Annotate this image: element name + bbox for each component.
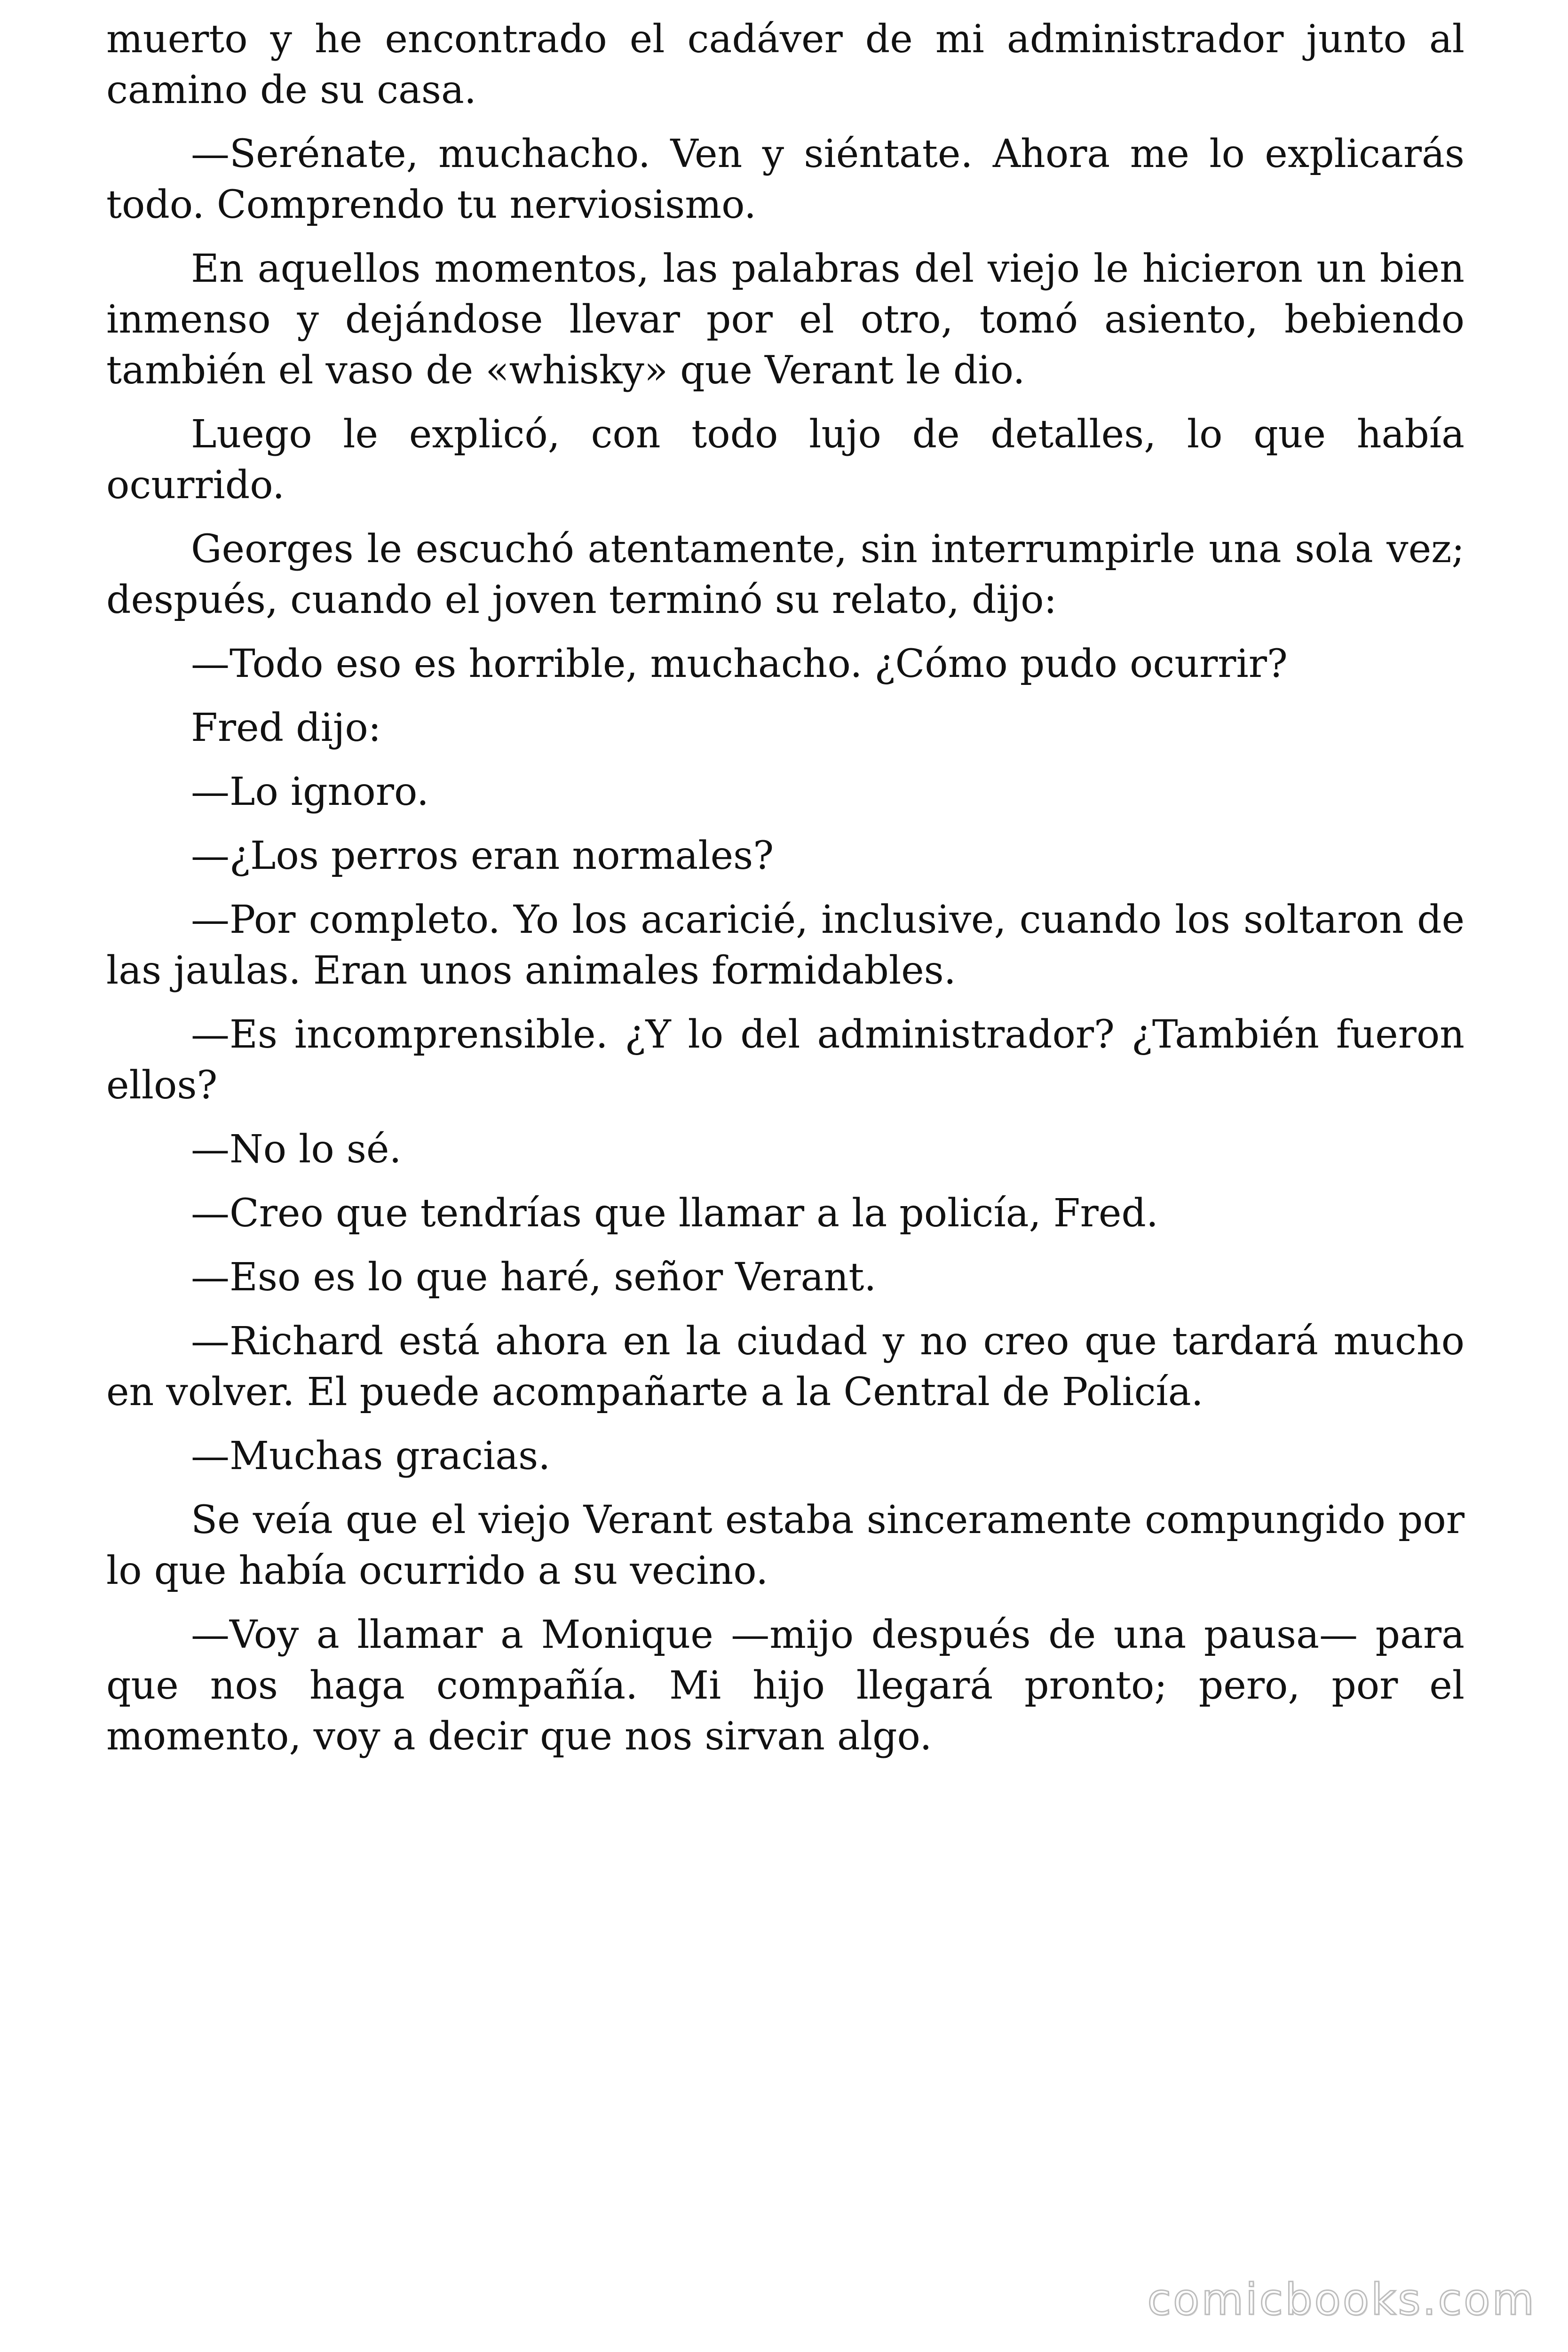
- paragraph: —Creo que tendrías que llamar a la policía, Fred.: [191, 1191, 1158, 1236]
- paragraph: muerto y he encontrado el cadáver de mi administrador junto al camino de su casa.: [106, 17, 1465, 112]
- paragraph: —Voy a llamar a Monique —mijo después de una pausa— para que nos haga compañía. Mi hijo llegará pronto; pero, por el momento, voy a decir que nos sirvan algo.: [106, 1613, 1465, 1759]
- page-text: [106, 14, 1465, 1775]
- watermark: comicbooks.com: [1147, 2274, 1536, 2325]
- paragraph: —Todo eso es horrible, muchacho. ¿Cómo pudo ocurrir?: [191, 642, 1288, 686]
- paragraph: En aquellos momentos, las palabras del viejo le hicieron un bien inmenso y dejándose llevar por el otro, tomó asiento, bebiendo también el vaso de «whisky» que Verant le dio.: [106, 246, 1465, 393]
- paragraph: —No lo sé.: [191, 1127, 402, 1172]
- paragraph: Se veía que el viejo Verant estaba sinceramente compungido por lo que había ocurrido a su vecino.: [106, 1498, 1465, 1593]
- paragraph: —Es incomprensible. ¿Y lo del administrador? ¿También fueron ellos?: [106, 1012, 1465, 1108]
- paragraph: —¿Los perros eran normales?: [191, 834, 774, 878]
- paragraph: —Eso es lo que haré, señor Verant.: [191, 1255, 877, 1300]
- paragraph: Georges le escuchó atentamente, sin interrumpirle una sola vez; después, cuando el joven terminó su relato, dijo:: [106, 527, 1465, 622]
- paragraph: —Lo ignoro.: [191, 770, 429, 814]
- paragraph: —Muchas gracias.: [191, 1434, 551, 1478]
- paragraph: —Richard está ahora en la ciudad y no creo que tardará mucho en volver. El puede acompañarte a la Central de Policía.: [106, 1319, 1465, 1414]
- paragraph: —Serénate, muchacho. Ven y siéntate. Ahora me lo explicarás todo. Comprendo tu nerviosismo.: [106, 132, 1465, 227]
- paragraph: —Por completo. Yo los acaricié, inclusive, cuando los soltaron de las jaulas. Eran unos animales formidables.: [106, 898, 1465, 993]
- paragraph: Fred dijo:: [191, 706, 381, 750]
- paragraph: Luego le explicó, con todo lujo de detalles, lo que había ocurrido.: [106, 412, 1465, 508]
